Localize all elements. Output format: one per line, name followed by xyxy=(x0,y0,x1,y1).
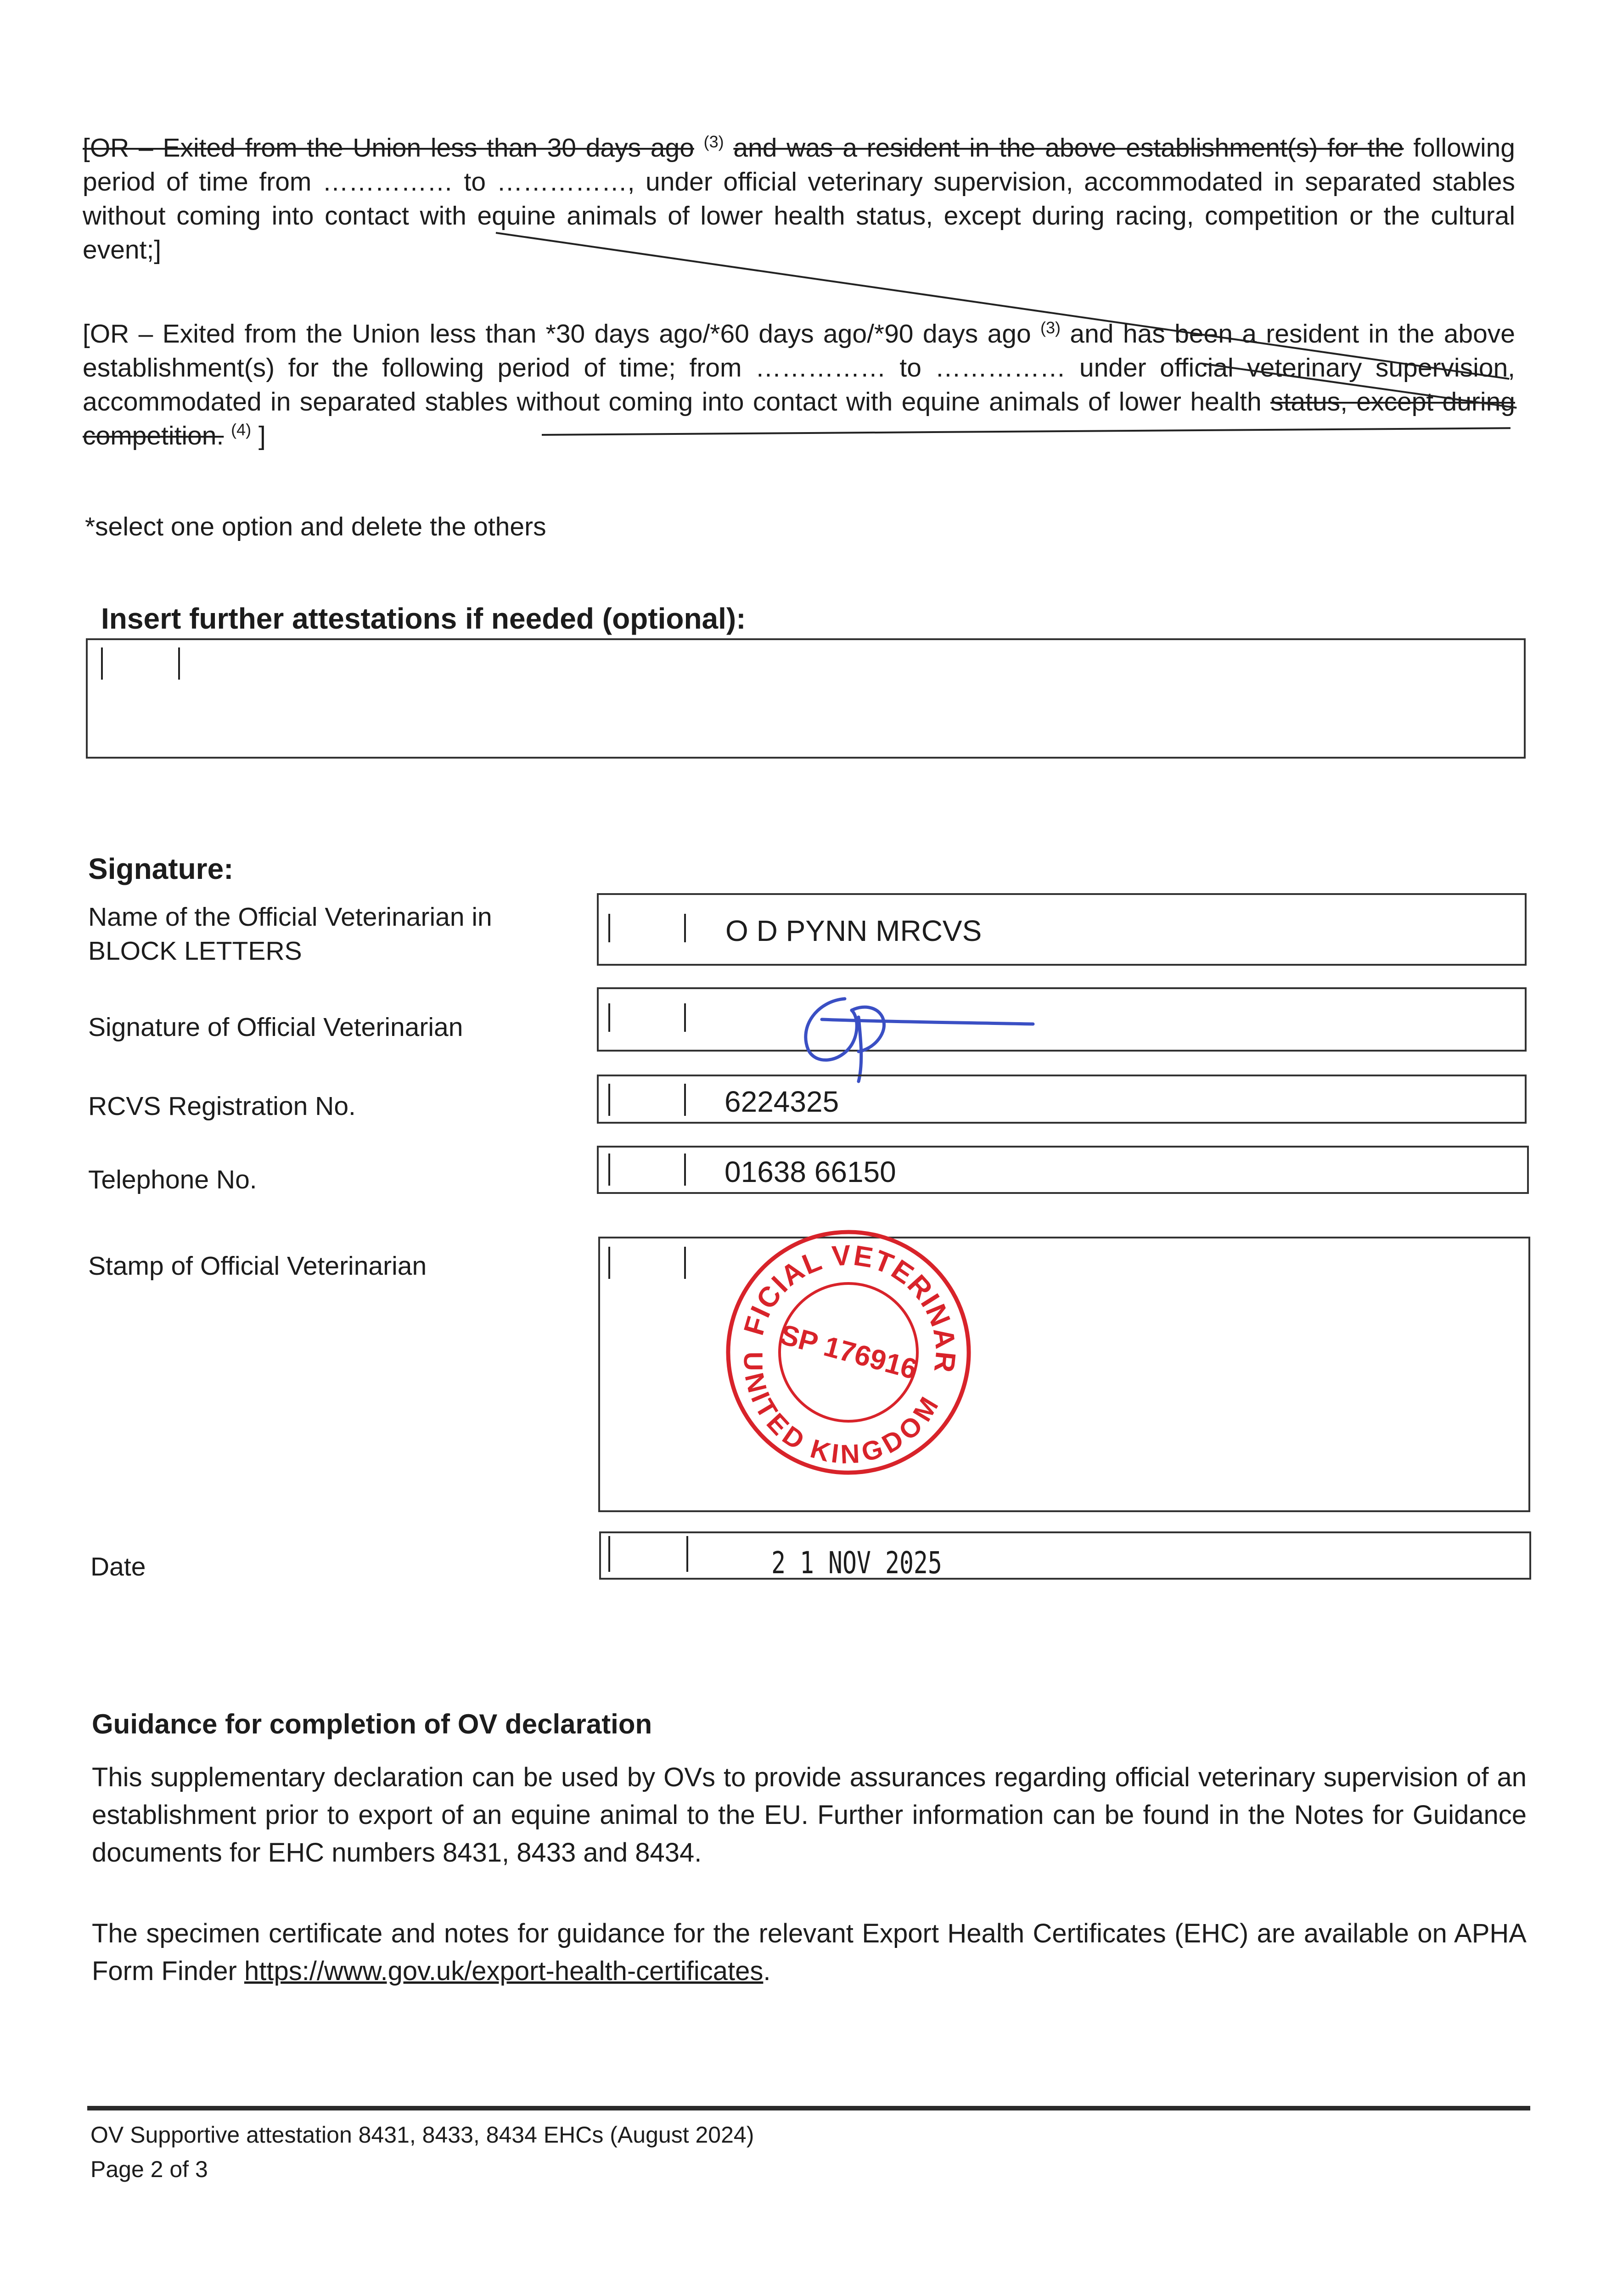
stamp-rotated-group xyxy=(720,1224,977,1481)
signature-strokes xyxy=(806,999,1033,1081)
guidance-heading: Guidance for completion of OV declaration xyxy=(92,1709,652,1739)
date-value: 2 1 NOV 2025 xyxy=(771,1545,942,1581)
field-marker xyxy=(684,1084,686,1116)
option-exited-30-text: following period of time from …………… to ……………, under official veterinary supervision, accommodated in separated stables without coming into contact with equine animals of lower health status, except during racing, competition or the cultural event;] xyxy=(83,133,1516,264)
footnote-ref-3: (3) xyxy=(1040,318,1061,337)
guidance-paragraph-1: This supplementary declaration can be used by OVs to provide assurances regarding official veterinary supervision of an establishment prior to export of an equine animal to the EU. Further information can be found in the Notes for Guidance documents for EHC numbers 8431, 8433 and 8434. xyxy=(92,1762,1527,1868)
field-marker xyxy=(608,1247,610,1279)
field-marker xyxy=(608,1003,610,1032)
official-vet-signature-label: Signature of Official Veterinarian xyxy=(88,1013,463,1042)
field-marker xyxy=(101,647,103,680)
option-exited-multi-part4: ] xyxy=(258,421,266,450)
rcvs-registration-label: RCVS Registration No. xyxy=(88,1092,356,1121)
telephone-value: 01638 66150 xyxy=(724,1155,896,1188)
field-marker xyxy=(686,1536,688,1572)
stamp-text-center: SP 176916 xyxy=(776,1318,921,1386)
official-veterinarian-stamp xyxy=(720,1224,977,1481)
field-marker xyxy=(608,1154,610,1186)
field-marker xyxy=(684,1247,686,1279)
field-marker xyxy=(608,1536,610,1572)
date-label: Date xyxy=(90,1552,146,1581)
field-marker xyxy=(684,1003,686,1032)
stamp-text-top: OFFICIAL VETERINARIAN xyxy=(738,1239,962,1375)
guidance-paragraph-2-end: . xyxy=(763,1956,771,1986)
footer-document-title: OV Supportive attestation 8431, 8433, 8434 EHCs (August 2024) xyxy=(90,2122,754,2148)
official-vet-signature-field[interactable] xyxy=(597,987,1527,1052)
stamp-text-bottom: UNITED KINGDOM xyxy=(738,1351,944,1469)
footnote-ref-3: (3) xyxy=(703,132,724,151)
guidance-paragraph-2 xyxy=(92,1915,1527,1990)
signature-heading: Signature: xyxy=(88,852,234,885)
guidance-paragraph-2-text: The specimen certificate and notes for guidance for the relevant Export Health Certificates (EHC) are available on APHA Form Finder xyxy=(92,1919,1527,1986)
telephone-label: Telephone No. xyxy=(88,1165,257,1194)
option-exited-30-paragraph xyxy=(83,131,1515,267)
official-vet-name-label xyxy=(88,900,492,968)
date-field[interactable] xyxy=(599,1531,1531,1580)
option-exited-30-struck: and was a resident in the above establishment(s) for the xyxy=(733,133,1404,163)
field-marker xyxy=(684,1154,686,1186)
official-vet-name-label-line1: Name of the Official Veterinarian in xyxy=(88,902,492,932)
option-exited-30-lead: [OR – Exited from the Union less than 30 days ago xyxy=(83,133,694,163)
stamp-label: Stamp of Official Veterinarian xyxy=(88,1251,427,1281)
footer-page-number: Page 2 of 3 xyxy=(90,2156,208,2182)
further-attestations-field[interactable] xyxy=(86,638,1526,759)
official-vet-name-value: O D PYNN MRCVS xyxy=(725,914,982,947)
rcvs-registration-value: 6224325 xyxy=(724,1085,839,1118)
footer-rule xyxy=(87,2106,1530,2110)
field-marker xyxy=(684,914,686,942)
option-exited-multi-part1: [OR – Exited from the Union less than *30 days ago/*60 days ago/*90 days ago xyxy=(83,319,1031,349)
select-note: *select one option and delete the others xyxy=(85,512,546,541)
field-marker xyxy=(608,914,610,942)
option-exited-multi-part3: status, except during competition. xyxy=(83,387,1515,450)
footnote-ref-4: (4) xyxy=(231,420,252,439)
option-exited-multi-part2: and has been a resident in the above establishment(s) for the following period of time; from …………… to …………… under official veterinary supervision, accommodated in separated stables without coming into contact with equine animals of lower health xyxy=(83,319,1516,416)
official-vet-name-label-line2: BLOCK LETTERS xyxy=(88,936,302,966)
field-marker xyxy=(608,1084,610,1116)
export-health-certificates-link[interactable]: https://www.gov.uk/export-health-certificates xyxy=(244,1956,764,1986)
field-marker xyxy=(178,647,180,680)
handwritten-signature xyxy=(790,985,1047,1084)
further-attestations-heading: Insert further attestations if needed (optional): xyxy=(101,602,746,635)
